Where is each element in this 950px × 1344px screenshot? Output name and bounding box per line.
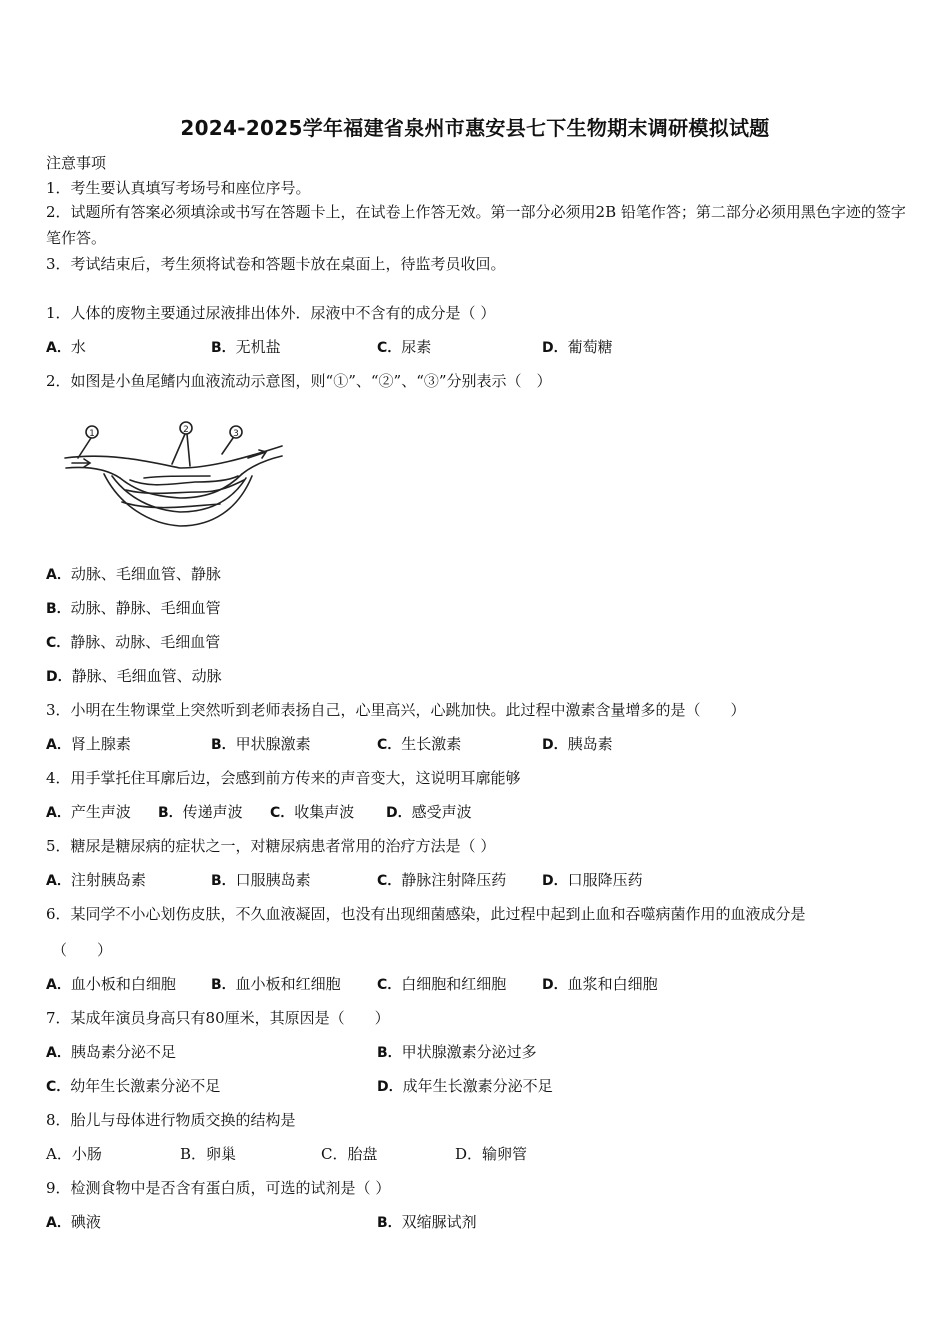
option-label: A． xyxy=(46,340,71,356)
option-label: B． xyxy=(180,1145,207,1163)
q4-option-d xyxy=(386,801,472,822)
q5-option-b xyxy=(211,869,311,890)
option-text: 收集声波 xyxy=(294,803,355,821)
option-label: A． xyxy=(46,805,71,821)
q7-option-a xyxy=(46,1041,176,1062)
option-label: B． xyxy=(211,340,236,356)
question-5-stem: 5．糖尿是糖尿病的症状之一，对糖尿病患者常用的治疗方法是（ ） xyxy=(46,837,496,855)
option-label: D． xyxy=(386,805,412,821)
option-text: 注射胰岛素 xyxy=(70,871,146,889)
option-text: 胰岛素分泌不足 xyxy=(70,1043,176,1061)
option-text: 动脉、静脉、毛细血管 xyxy=(70,599,221,617)
capillary-6 xyxy=(122,502,220,508)
option-text: 甲状腺激素分泌过多 xyxy=(401,1043,537,1061)
option-label: B． xyxy=(158,805,183,821)
option-label: B． xyxy=(211,737,236,753)
option-text: 静脉注射降压药 xyxy=(401,871,507,889)
option-text: 肾上腺素 xyxy=(70,735,131,753)
notice-heading: 注意事项 xyxy=(46,154,107,172)
option-label: A． xyxy=(46,1145,72,1163)
option-text: 幼年生长激素分泌不足 xyxy=(70,1077,221,1095)
q4-option-a xyxy=(46,801,131,822)
option-text: 口服胰岛素 xyxy=(235,871,311,889)
figure-label-3: 3 xyxy=(233,429,239,439)
question-3-stem: 3．小明在生物课堂上突然听到老师表扬自己，心里高兴，心跳加快。此过程中激素含量增多的是（ ） xyxy=(46,701,746,719)
q7-option-c xyxy=(46,1075,220,1096)
option-text: 感受声波 xyxy=(411,803,472,821)
option-label: A． xyxy=(46,873,71,889)
notice-item-3: 3．考试结束后，考生须将试卷和答题卡放在桌面上，待监考员收回。 xyxy=(46,255,506,273)
question-8-stem: 8．胎儿与母体进行物质交换的结构是 xyxy=(46,1111,296,1129)
q2-option-c xyxy=(46,631,220,652)
capillary-7 xyxy=(144,476,210,478)
option-text: 传递声波 xyxy=(182,803,243,821)
exam-title: 2024-2025学年福建省泉州市惠安县七下生物期末调研模拟试题 xyxy=(180,116,770,140)
option-text: 双缩脲试剂 xyxy=(401,1213,477,1231)
question-6-stem-cont: （ ） xyxy=(52,941,113,959)
option-text: 小肠 xyxy=(71,1145,102,1163)
option-text: 动脉、毛细血管、静脉 xyxy=(70,565,221,583)
q1-option-d xyxy=(542,336,613,357)
option-label: D． xyxy=(542,737,568,753)
option-text: 血小板和红细胞 xyxy=(235,975,341,993)
q3-option-d xyxy=(542,733,613,754)
option-label: D． xyxy=(455,1145,483,1163)
q1-option-b xyxy=(211,336,281,357)
option-label: A． xyxy=(46,737,71,753)
option-label: A． xyxy=(46,977,71,993)
figure-label-2: 2 xyxy=(183,425,189,435)
question-7-stem: 7．某成年演员身高只有80厘米，其原因是（ ） xyxy=(46,1009,390,1027)
q6-option-b xyxy=(211,973,341,994)
option-label: A． xyxy=(46,1045,71,1061)
q9-option-b xyxy=(377,1211,477,1232)
option-label: C． xyxy=(270,805,295,821)
option-label: B． xyxy=(377,1215,402,1231)
option-text: 成年生长激素分泌不足 xyxy=(402,1077,553,1095)
capillary-1 xyxy=(120,474,242,498)
q4-option-b xyxy=(158,801,243,822)
option-label: B． xyxy=(211,977,236,993)
q2-option-b xyxy=(46,597,221,618)
q3-option-a xyxy=(46,733,131,754)
q2-option-a xyxy=(46,563,221,584)
notice-item-2: 2．试题所有答案必须填涂或书写在答题卡上，在试卷上作答无效。第一部分必须用2B 铅笔作答；第二部分必须用黑色字迹的签字笔作答。 xyxy=(46,203,906,247)
q8-option-c xyxy=(321,1143,378,1164)
option-label: C． xyxy=(377,977,402,993)
question-6-stem: 6．某同学不小心划伤皮肤，不久血液凝固，也没有出现细菌感染，此过程中起到止血和吞噬病菌作用的血液成分是 xyxy=(46,905,806,923)
q3-option-c xyxy=(377,733,461,754)
option-text: 血小板和白细胞 xyxy=(70,975,176,993)
option-label: B． xyxy=(211,873,236,889)
q5-option-d xyxy=(542,869,643,890)
flow-arrow-left xyxy=(72,459,90,467)
pointer-line-2 xyxy=(172,434,190,466)
option-text: 血浆和白细胞 xyxy=(567,975,658,993)
option-label: C． xyxy=(46,635,71,651)
option-text: 水 xyxy=(70,338,86,356)
option-label: D． xyxy=(542,977,568,993)
q8-option-b xyxy=(180,1143,236,1164)
q5-option-a xyxy=(46,869,146,890)
q6-option-d xyxy=(542,973,658,994)
figure-label-1: 1 xyxy=(89,429,95,439)
option-label: B． xyxy=(46,601,71,617)
question-2-stem: 2．如图是小鱼尾鳍内血液流动示意图，则“①”、“②”、“③”分别表示（ ） xyxy=(46,372,552,390)
pointer-line-1 xyxy=(78,438,91,458)
question-4-stem: 4．用手掌托住耳廓后边，会感到前方传来的声音变大，这说明耳廓能够 xyxy=(46,769,521,787)
q6-option-c xyxy=(377,973,506,994)
option-text: 甲状腺激素 xyxy=(235,735,311,753)
option-label: D． xyxy=(542,873,568,889)
question-9-stem: 9．检测食物中是否含有蛋白质，可选的试剂是（ ） xyxy=(46,1179,391,1197)
option-label: D． xyxy=(542,340,568,356)
option-text: 口服降压药 xyxy=(567,871,643,889)
q1-option-c xyxy=(377,336,431,357)
fish-tail-blood-flow-diagram xyxy=(60,418,290,546)
option-text: 生长激素 xyxy=(401,735,462,753)
option-text: 产生声波 xyxy=(70,803,131,821)
option-label: A． xyxy=(46,1215,71,1231)
q5-option-c xyxy=(377,869,506,890)
option-label: C． xyxy=(46,1079,71,1095)
option-text: 胰岛素 xyxy=(567,735,613,753)
option-label: C． xyxy=(377,340,402,356)
option-text: 胎盘 xyxy=(347,1145,378,1163)
q2-option-d xyxy=(46,665,222,686)
notice-item-1: 1．考生要认真填写考场号和座位序号。 xyxy=(46,179,311,197)
option-text: 无机盐 xyxy=(235,338,281,356)
option-text: 静脉、毛细血管、动脉 xyxy=(71,667,222,685)
option-text: 葡萄糖 xyxy=(567,338,613,356)
option-label: C． xyxy=(377,873,402,889)
option-text: 尿素 xyxy=(401,338,432,356)
q4-option-c xyxy=(270,801,354,822)
pointer-line-3 xyxy=(222,438,233,454)
option-label: D． xyxy=(46,669,72,685)
q9-option-a xyxy=(46,1211,101,1232)
option-text: 输卵管 xyxy=(482,1145,528,1163)
q6-option-a xyxy=(46,973,176,994)
option-label: C． xyxy=(321,1145,348,1163)
option-text: 卵巢 xyxy=(206,1145,237,1163)
option-label: B． xyxy=(377,1045,402,1061)
option-text: 白细胞和红细胞 xyxy=(401,975,507,993)
option-text: 碘液 xyxy=(70,1213,101,1231)
q3-option-b xyxy=(211,733,311,754)
q7-option-b xyxy=(377,1041,537,1062)
option-label: A． xyxy=(46,567,71,583)
option-label: C． xyxy=(377,737,402,753)
option-label: D． xyxy=(377,1079,403,1095)
q8-option-d xyxy=(455,1143,527,1164)
question-1-stem: 1．人体的废物主要通过尿液排出体外．尿液中不含有的成分是（ ） xyxy=(46,304,496,322)
option-text: 静脉、动脉、毛细血管 xyxy=(70,633,221,651)
q7-option-d xyxy=(377,1075,553,1096)
q8-option-a xyxy=(46,1143,102,1164)
q1-option-a xyxy=(46,336,86,357)
